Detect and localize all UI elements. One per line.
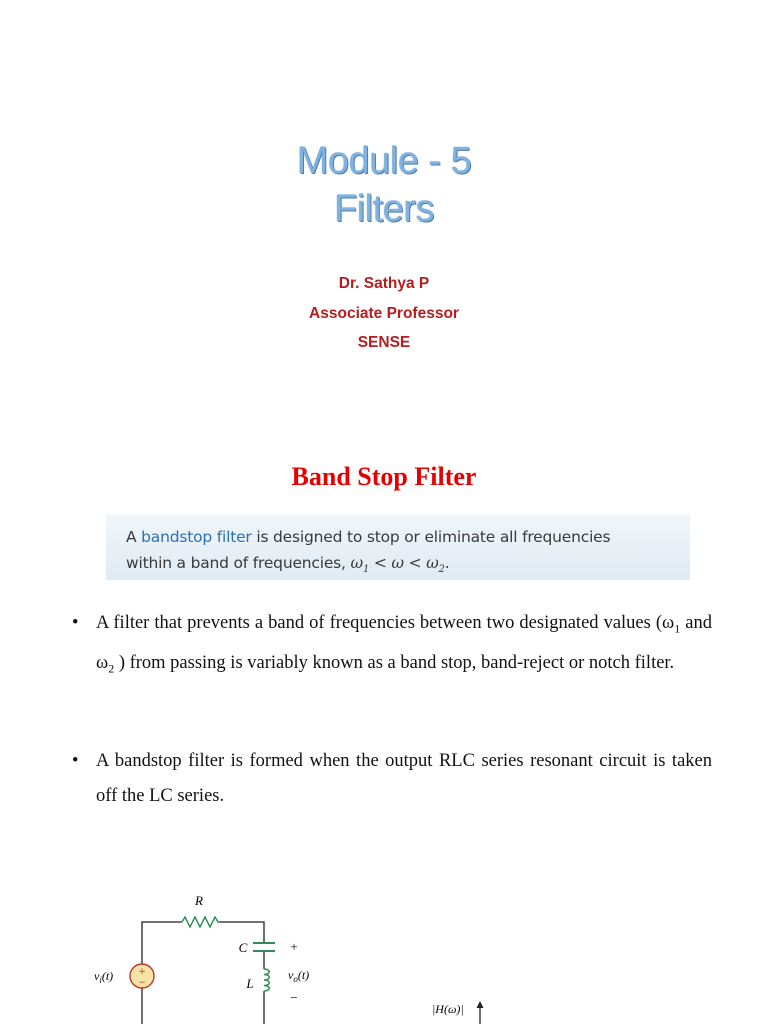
author-name: Dr. Sathya P [338,275,430,292]
inductor-label: L [246,976,254,991]
definition-line-1: A bandstop filter is designed to stop or eliminate all frequencies [126,528,611,546]
output-voltage-label: $v_o(t)$ [288,968,310,984]
definition-highlight: bandstop filter [141,528,252,546]
capacitor-label: C [238,940,248,955]
input-voltage-label: $v_i(t)$ [94,969,114,985]
resistor-label: R [195,893,203,908]
output-plus-label: + [290,939,298,954]
slide-title-line2: Filters [334,188,434,230]
section-title: Band Stop Filter [291,462,477,491]
capacitor-symbol [253,943,275,951]
author-school: SENSE [357,334,411,351]
y-axis-arrow-icon [477,1001,484,1024]
bullet-text: A bandstop filter is formed when the output RLC series resonant circuit is taken off the LC series. [96,751,712,806]
output-minus-label: − [290,990,298,1005]
bullet-dot-icon: • [72,613,79,633]
svg-text:+: + [138,967,146,977]
bullet-item [72,606,712,686]
author-position: Associate Professor [309,305,459,322]
bullet-dot-icon: • [72,751,79,771]
plot-y-axis-label: |H(ω)| [432,1002,464,1016]
inductor-symbol [264,969,269,991]
definition-callout [106,514,690,580]
svg-text:−: − [138,978,146,988]
voltage-source-icon [130,964,154,988]
bullet-item [72,744,712,813]
slide-title-line1: Module - 5 [296,140,472,182]
definition-line-2: within a band of frequencies, $\omega_1 < \omega < \omega_2$. [126,554,450,576]
resistor-symbol [182,917,220,927]
rlc-circuit-diagram [80,885,340,1024]
bullet-text: A filter that prevents a band of frequencies between two designated values ($\omega_1$ and $\omega_2$ ) from passing is variably known as a band stop, band-reject or notch filter. [96,613,712,676]
frequency-response-plot [430,995,500,1024]
